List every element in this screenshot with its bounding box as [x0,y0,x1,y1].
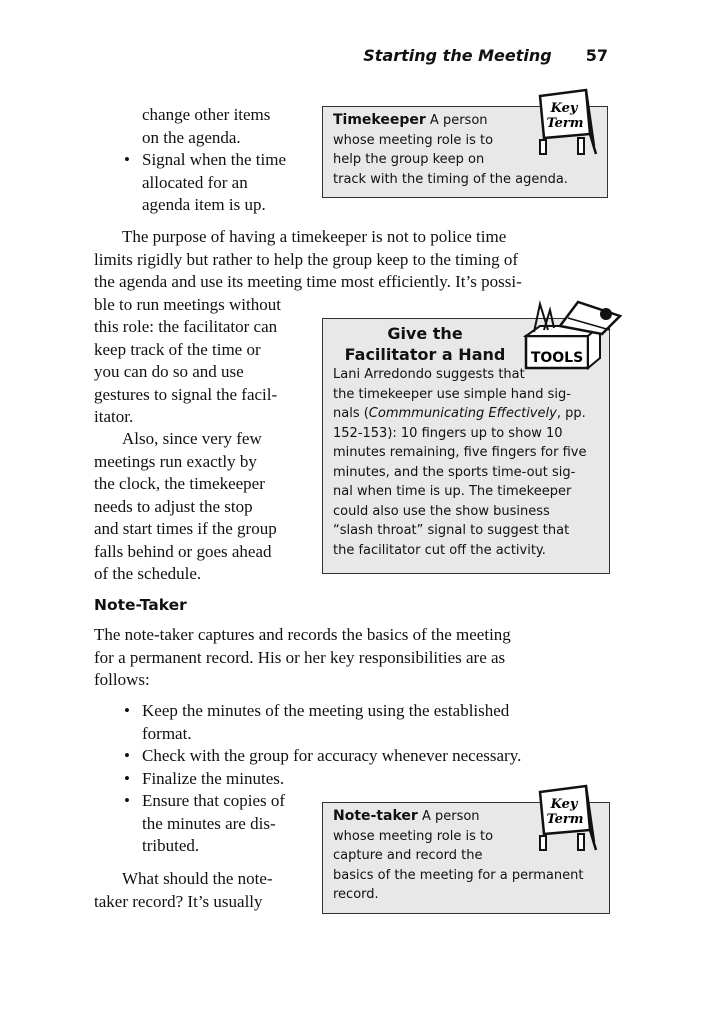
tools-text-line: minutes remaining, five fingers for five [333,445,587,460]
list-item [122,700,612,745]
intro-bullet-list [122,104,322,217]
key-term-icon-label: Key [550,797,578,812]
list-item-line: • Signal when the time [142,150,287,169]
text-line: limits rigidly but rather to help the group keep to the timing of [94,249,518,269]
key-term-word: Note-taker [333,808,418,824]
tools-text-line: could also use the show business [333,503,550,519]
key-term-line: help the group keep on [333,152,485,167]
book-title: Commmunicating Effectively [368,406,557,421]
chapter-title: Starting the Meeting [363,46,552,65]
key-term-text: A person [429,113,488,128]
list-item [122,790,322,858]
text-line: Also, since very few [122,429,262,448]
text-line: for a permanent record. His or her key responsibilities are as [94,647,506,667]
tools-text-line: nal when time is up. The timekeeper [333,484,572,499]
text-line: follows: [94,670,150,689]
toolbox-icon-label: TOOLS [530,350,584,366]
key-term-line: whose meeting role is to [333,132,494,148]
tools-text-line: Lani Arredondo suggests that [333,367,525,382]
list-item [122,745,612,768]
toolbox-icon [520,296,630,372]
text-line: falls behind or goes ahead [94,541,272,561]
key-term-easel-icon [534,782,598,856]
tools-text-line [333,404,609,424]
tools-text-line: 152-153): 10 fingers up to show 10 [333,425,563,441]
running-header [363,46,608,65]
list-item-cont-line: change other items [142,105,271,124]
list-item-line: format. [142,723,192,743]
list-item [122,149,322,217]
paragraph-note-taker [94,624,614,692]
page-number: 57 [585,46,608,65]
key-term-line: capture and record the [333,848,483,863]
list-item-line: • Finalize the minutes. [142,768,285,788]
key-term-easel-icon [534,86,598,160]
text-line: The note-taker captures and records the basics of the meeting [94,625,511,644]
tools-box-title [325,323,525,365]
list-item-line: tributed. [142,836,200,855]
text-line: taker record? It’s usually [94,891,263,911]
tools-text-line: the facilitator cut off the activity. [333,542,546,558]
text-line: you can do so and use [94,362,244,381]
text-line: needs to adjust the stop [94,496,253,516]
tools-text-line: “slash throat” signal to suggest that [333,523,570,538]
text-line: meetings run exactly by [94,451,257,471]
text-line: itator. [94,407,134,426]
section-heading-note-taker: Note-Taker [94,596,187,614]
text-line: ble to run meetings without [94,294,281,314]
key-term-line: track with the timing of the agenda. [333,171,568,187]
text-line: The purpose of having a timekeeper is not to police time [122,227,507,246]
list-item-line: agenda item is up. [142,195,266,214]
key-term-line: basics of the meeting for a permanent [333,867,584,883]
paragraph-also [94,428,324,586]
text-line: the agenda and use its meeting time most efficiently. It’s possi- [94,272,522,291]
list-item-line: allocated for an [142,172,248,192]
text-line: the clock, the timekeeper [94,474,265,493]
paragraph-what-record [94,868,314,913]
list-item-line: • Check with the group for accuracy whenever necessary. [142,746,522,765]
text-span: nals ( [333,406,369,421]
tools-text-line: minutes, and the sports time-out sig- [333,464,576,480]
text-span: , pp. [556,406,586,421]
text-line: of the schedule. [94,564,202,583]
key-term-icon-label: Key [550,101,578,116]
text-line: this role: the facilitator can [94,317,278,336]
tools-text-line: the timekeeper use simple hand sig- [333,386,571,402]
text-line: keep track of the time or [94,339,261,359]
key-term-text: A person [421,809,480,824]
text-line: gestures to signal the facil- [94,384,278,404]
tools-title-line: Facilitator a Hand [344,345,506,364]
key-term-line: whose meeting role is to [333,828,494,844]
key-term-word: Timekeeper [333,112,426,128]
list-item-line: • Ensure that copies of [142,791,286,810]
list-item-line: • Keep the minutes of the meeting using the established [142,701,510,720]
text-line: and start times if the group [94,519,277,538]
text-line: What should the note- [122,869,273,888]
key-term-line: record. [333,887,379,902]
key-term-icon-label: Term [546,116,584,131]
list-item-line: the minutes are dis- [142,813,276,833]
tools-title-line: Give the [387,324,463,343]
key-term-icon-label: Term [546,812,584,827]
list-item-cont-line: on the agenda. [142,127,241,147]
